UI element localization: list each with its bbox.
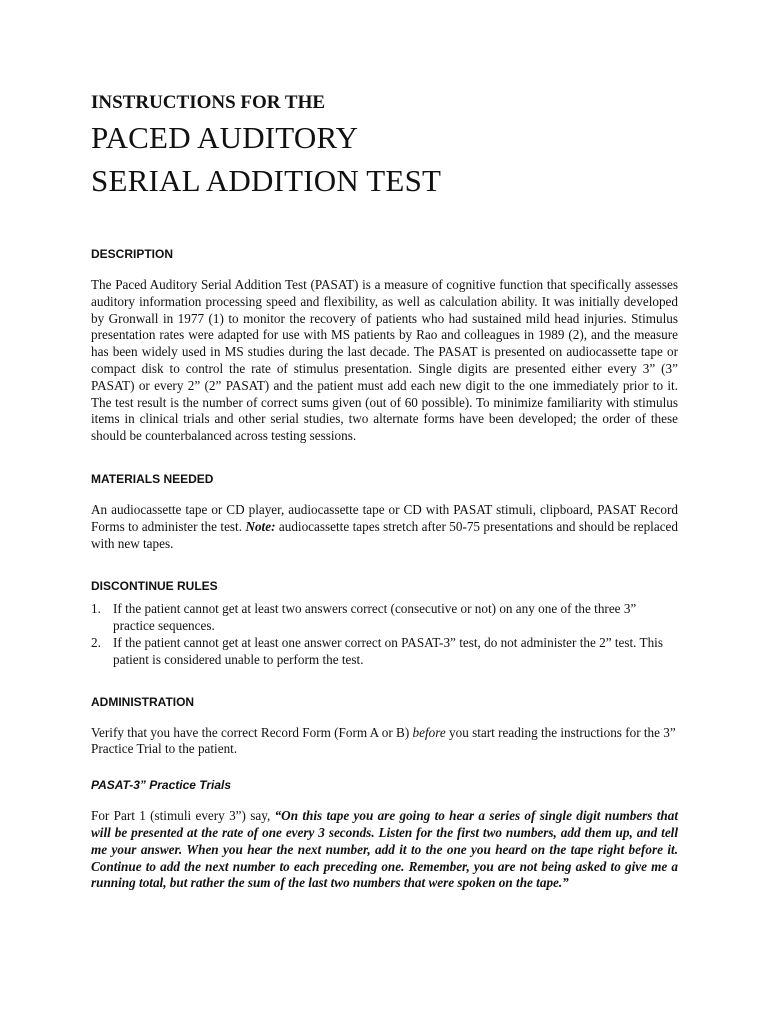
description-paragraph: The Paced Auditory Serial Addition Test (PASAT) is a measure of cognitive function that specifically assesses auditory information processing speed and flexibility, as well as calculation ability. It was initially developed by Gronwall in 1977 (1) to monitor the recovery of patients who had sustained mild head injuries. Stimulus presentation rates were adapted for use with MS patients by Rao and colleagues in 1989 (2), and the measure has been widely used in MS studies during the last decade. The PASAT is presented on audiocassette tape or compact disk to control the rate of stimulus presentation. Single digits are presented either every 3” (3” PASAT) or every 2” (2” PASAT) and the patient must add each new digit to the one immediately prior to it. The test result is the number of correct sums given (out of 60 possible). To minimize familiarity with stimulus items in clinical trials and other serial studies, two alternate forms have been developed; the order of these should be counterbalanced across testing sessions. bbox=[91, 277, 678, 444]
administration-verify-paragraph bbox=[91, 725, 678, 759]
list-item-number: 1. bbox=[91, 601, 101, 617]
title-line-2: SERIAL ADDITION TEST bbox=[91, 163, 442, 198]
list-item bbox=[91, 635, 678, 669]
part1-instructions-paragraph bbox=[91, 808, 678, 892]
materials-note-label: Note: bbox=[245, 518, 276, 534]
materials-text-after-note: audiocassette tapes stretch after 50-75 presentations and should be replaced with new tapes. bbox=[91, 518, 678, 551]
title-instructions: INSTRUCTIONS FOR THE bbox=[91, 92, 326, 113]
materials-text-before-note: An audiocassette tape or CD player, audiocassette tape or CD with PASAT stimuli, clipboard, PASAT Record Forms to administer the test. bbox=[91, 501, 678, 534]
materials-heading: MATERIALS NEEDED bbox=[91, 471, 214, 486]
list-item-text: If the patient cannot get at least two answers correct (consecutive or not) on any one of the three 3” practice sequences. bbox=[113, 601, 637, 634]
discontinue-heading: DISCONTINUE RULES bbox=[91, 579, 218, 594]
verify-text-after: you start reading the instructions for the 3” Practice Trial to the patient. bbox=[91, 724, 676, 757]
list-item-number: 2. bbox=[91, 634, 101, 650]
materials-paragraph bbox=[91, 502, 678, 552]
administration-heading: ADMINISTRATION bbox=[91, 694, 195, 709]
verify-emphasis: before bbox=[412, 724, 446, 740]
list-item bbox=[91, 601, 678, 635]
practice-trials-subheading: PASAT-3” Practice Trials bbox=[91, 778, 232, 793]
verify-text-before: Verify that you have the correct Record Form (Form A or B) bbox=[91, 724, 413, 740]
part1-intro: For Part 1 (stimuli every 3”) say, bbox=[91, 808, 275, 824]
list-item-text: If the patient cannot get at least one answer correct on PASAT-3” test, do not administer the 2” test. This patient is considered unable to perform the test. bbox=[113, 634, 663, 667]
discontinue-rules-list bbox=[91, 601, 678, 668]
part1-spoken-script: “On this tape you are going to hear a series of single digit numbers that will be presented at the rate of one every 3 seconds. Listen for the first two numbers, add them up, and tell me your answer. When you hear the next number, add it to the one you heard on the tape right before it. Continue to add the next number to each preceding one. Remember, you are not being asked to give me a running total, but rather the sum of the last two numbers that were spoken on the tape.” bbox=[91, 808, 678, 891]
title-line-1: PACED AUDITORY bbox=[91, 120, 359, 155]
description-heading: DESCRIPTION bbox=[91, 247, 174, 261]
